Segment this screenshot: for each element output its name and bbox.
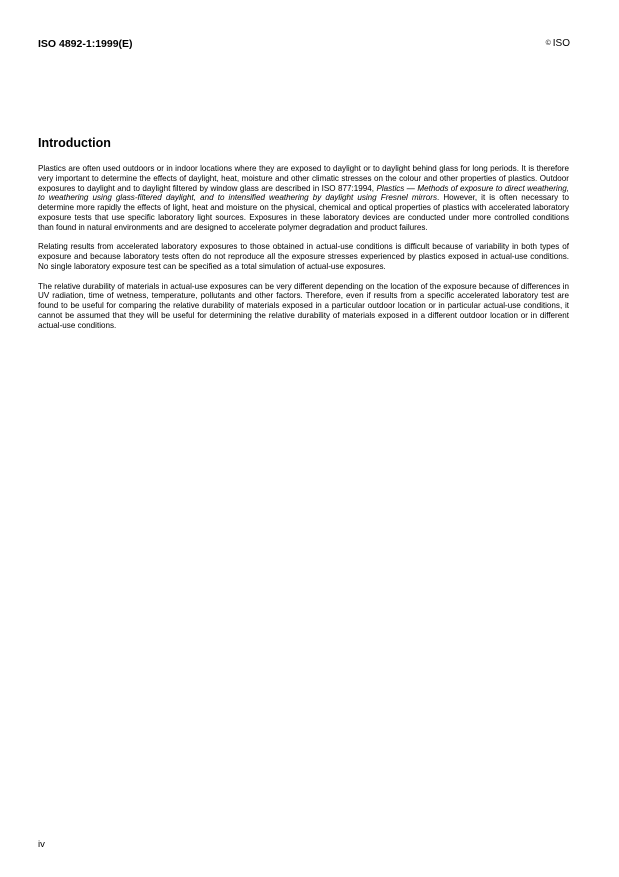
copyright-org: ISO [552, 38, 570, 49]
cited-standard-title: Plastics — Methods of exposure to direct weathering, to weathering using glass-filtered daylight, and to intensified weathering by daylight using Fresnel mirrors [38, 183, 569, 203]
section-title: Introduction [38, 136, 111, 150]
standard-identifier: ISO 4892-1:1999(E) [38, 38, 133, 50]
paragraph-3: The relative durability of materials in actual-use exposures can be very different depending on the location of the exposure because of differences in UV radiation, time of wetness, temperature, pollutants and other factors. Therefore, even if results from a specific accelerated laboratory test are found to be useful for comparing the relative durability of materials exposed in a particular outdoor location or in particular actual-use conditions, it cannot be assumed that they will be useful for determining the relative durability of materials exposed in a different outdoor location or in different actual-use conditions. [38, 281, 569, 330]
copyright-notice [546, 38, 570, 49]
section-body [38, 164, 569, 340]
paragraph-1-text-end: . However, it is often necessary to determine more rapidly the effects of light, heat and moisture on the physical, chemical and optical properties of plastics with accelerated laboratory exposure tests that use specific laboratory light sources. Exposures in these laboratory devices are conducted under more controlled conditions than found in natural environments and are designed to accelerate polymer degradation and product failures. [38, 193, 569, 232]
paragraph-1-text-start: Plastics are often used outdoors or in indoor locations where they are exposed to daylight or to daylight behind glass for long periods. It is therefore very important to determine the effects of daylight, heat, moisture and other climatic stresses on the colour and other properties of plastics. Outdoor exposures to daylight and to daylight filtered by window glass are described in ISO 877:1994, [38, 164, 569, 193]
paragraph-2: Relating results from accelerated laboratory exposures to those obtained in actual-use conditions is difficult because of variability in both types of exposure and because laboratory tests often do not reproduce all the exposure stresses experienced by plastics exposed in actual-use conditions. No single laboratory exposure test can be specified as a total simulation of actual-use exposures. [38, 242, 569, 271]
page-number: iv [38, 839, 45, 850]
paragraph-1 [38, 164, 569, 232]
copyright-symbol: © [545, 40, 551, 47]
